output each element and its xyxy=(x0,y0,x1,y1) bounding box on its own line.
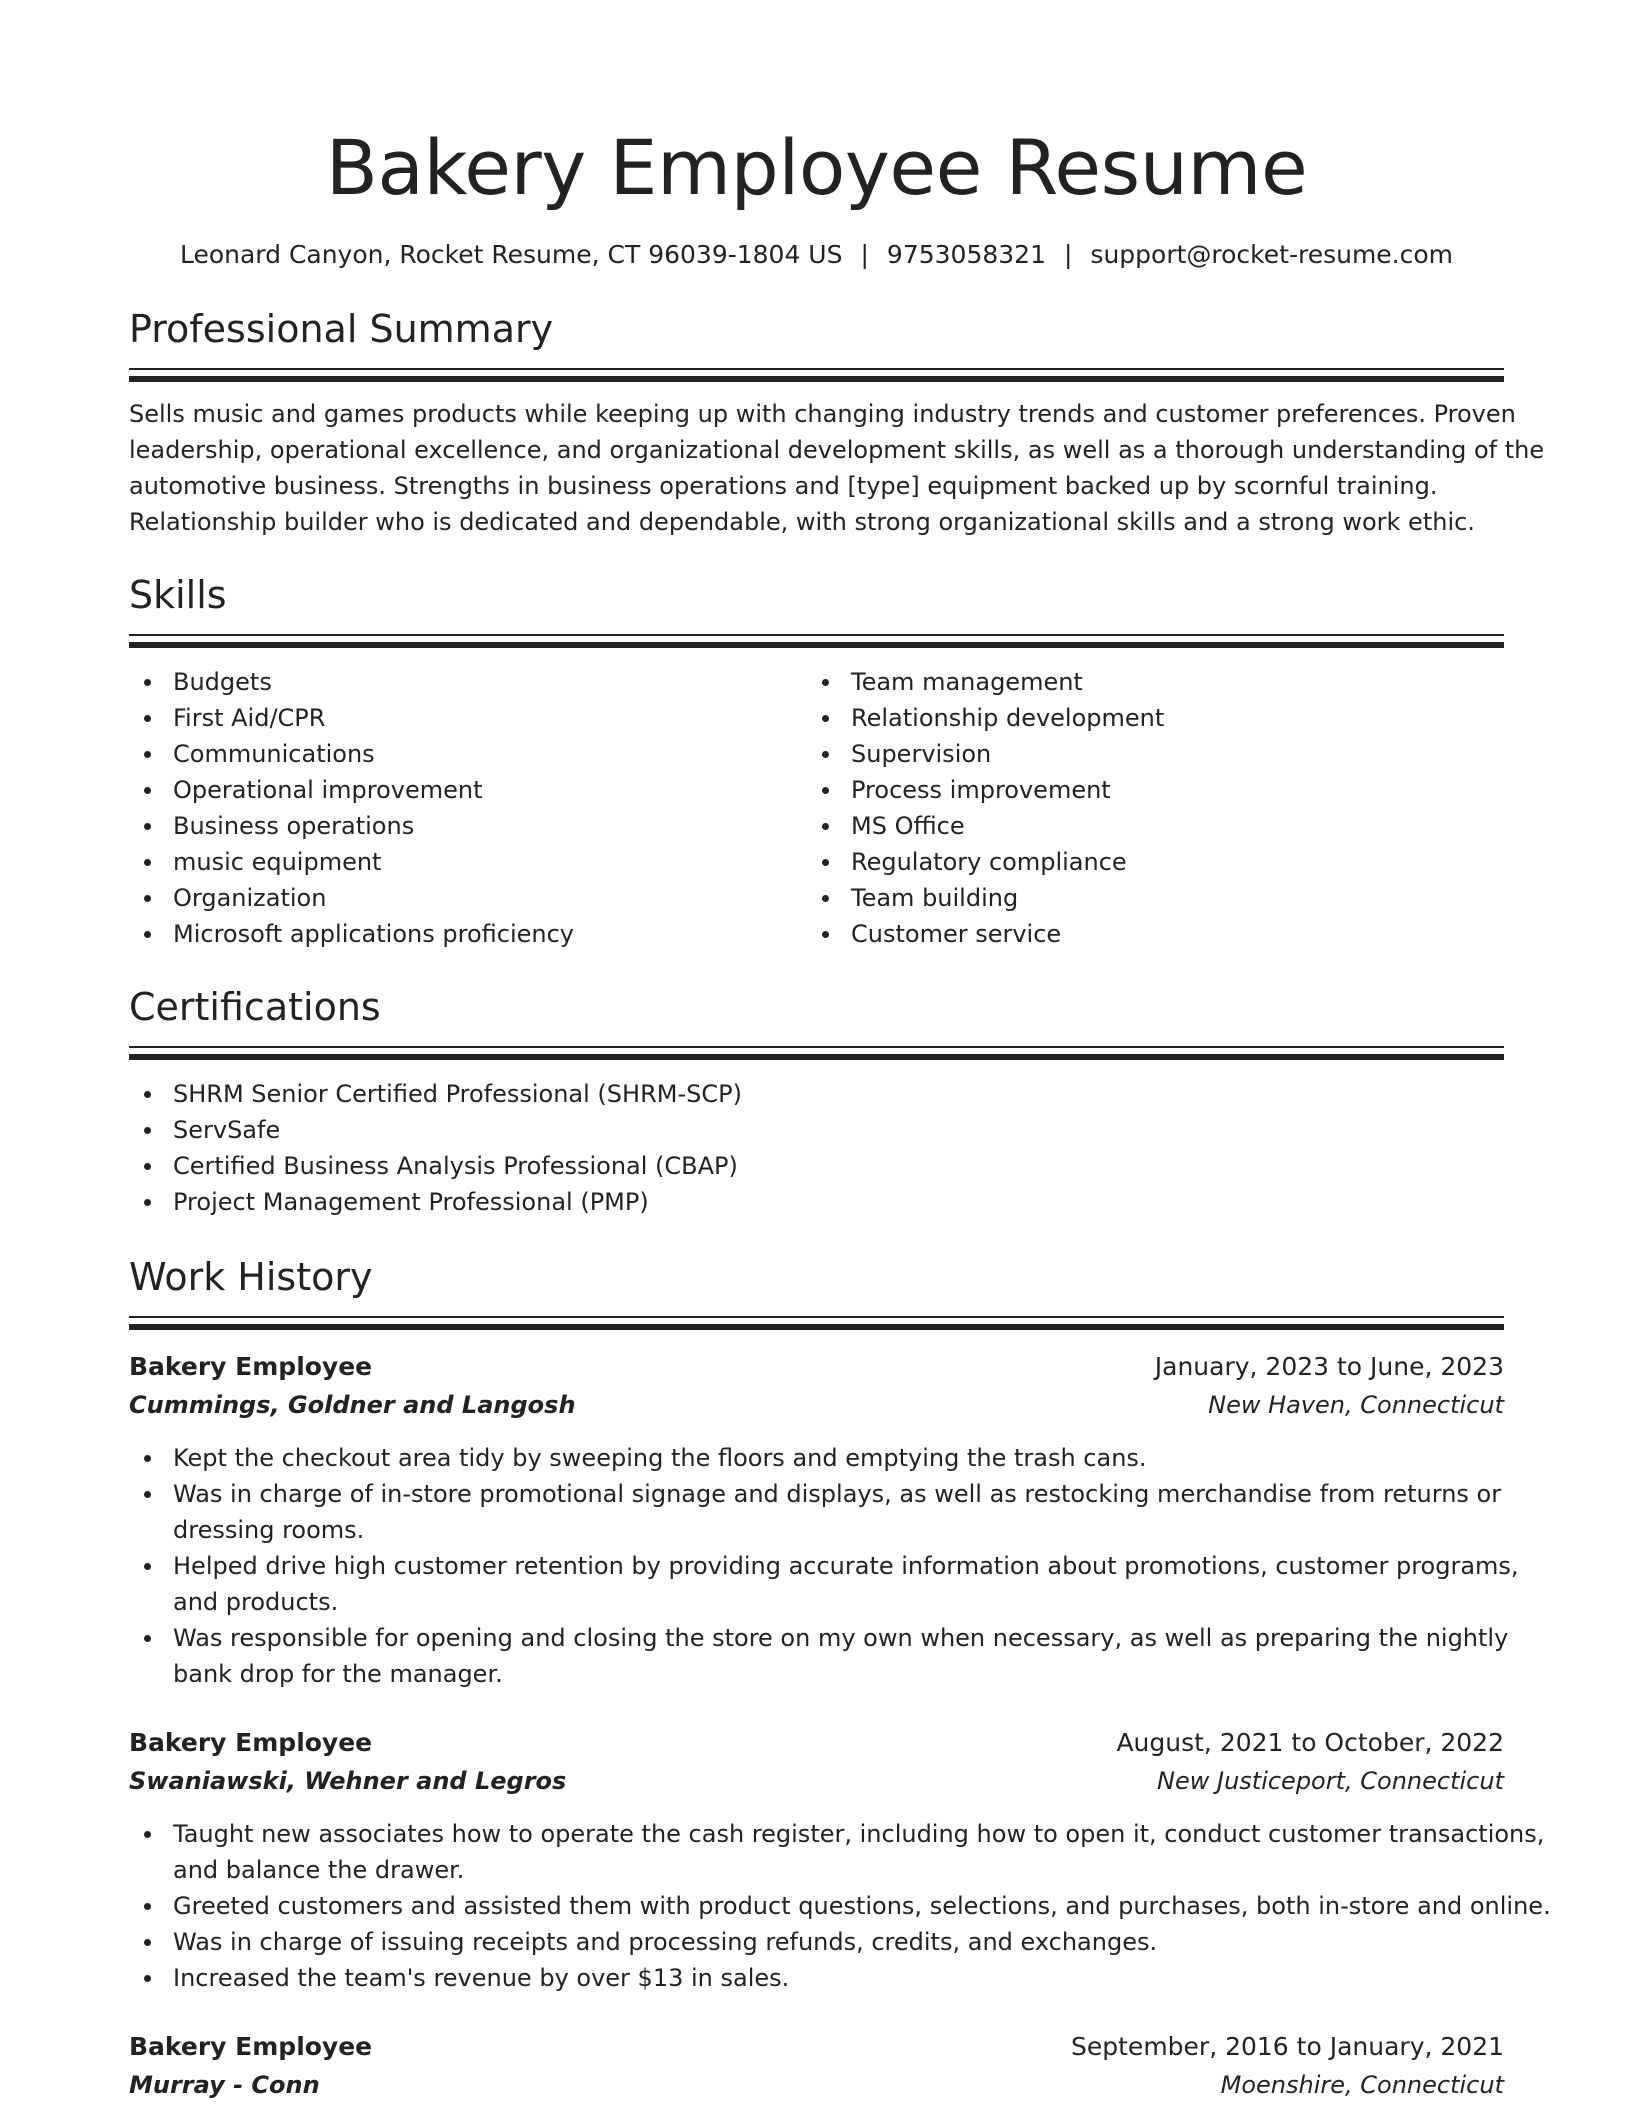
resume-page xyxy=(129,0,1551,2104)
job-duties-list xyxy=(129,1816,1551,1996)
summary-heading: Professional Summary xyxy=(129,307,554,351)
job-duty xyxy=(129,1816,1545,1888)
skill-item: Microsoft applications proficiency xyxy=(129,916,807,952)
summary-line: automotive business. Strengths in business operations and [type] equipment backed up by scornful training. xyxy=(129,472,1438,500)
job-subheader-row xyxy=(129,2066,1504,2104)
job-subheader-row xyxy=(129,1762,1504,1800)
certification-item: ServSafe xyxy=(129,1112,1504,1148)
certification-item: Certified Business Analysis Professional (CBAP) xyxy=(129,1148,1504,1184)
skill-item: Regulatory compliance xyxy=(807,844,1485,880)
job-dates: January, 2023 to June, 2023 xyxy=(1154,1352,1504,1381)
job-company: Cummings, Goldner and Langosh xyxy=(129,1391,576,1419)
job-subheader-row xyxy=(129,1386,1504,1424)
skill-item: Process improvement xyxy=(807,772,1485,808)
skills-heading: Skills xyxy=(129,573,227,617)
job-entry xyxy=(129,2028,1504,2104)
job-header-row xyxy=(129,2028,1504,2066)
job-duty xyxy=(129,1960,1504,1996)
summary-line: Sells music and games products while keeping up with changing industry trends and customer preferences. Proven xyxy=(129,400,1516,428)
job-title: Bakery Employee xyxy=(129,1728,373,1757)
certification-item: SHRM Senior Certified Professional (SHRM-SCP) xyxy=(129,1076,1504,1112)
contact-phone: 9753058321 xyxy=(886,240,1046,269)
job-dates: September, 2016 to January, 2021 xyxy=(1071,2032,1504,2061)
skill-item: Organization xyxy=(129,880,807,916)
section-divider xyxy=(129,1316,1504,1330)
certifications-section xyxy=(129,982,1504,1220)
work-history-section xyxy=(129,1252,1551,2104)
job-entry xyxy=(129,1724,1551,1996)
skill-item: Communications xyxy=(129,736,807,772)
job-entry xyxy=(129,1348,1519,1692)
job-location: Moenshire, Connecticut xyxy=(1220,2071,1504,2099)
contact-separator: | xyxy=(860,240,869,269)
section-divider xyxy=(129,368,1504,382)
skill-item: Relationship development xyxy=(807,700,1485,736)
job-location: New Justiceport, Connecticut xyxy=(1157,1767,1504,1795)
skill-item: Customer service xyxy=(807,916,1485,952)
duty-line: bank drop for the manager. xyxy=(173,1660,503,1688)
duty-line: Was in charge of in-store promotional signage and displays, as well as restocking merchandise from returns or xyxy=(173,1480,1502,1508)
certifications-heading: Certifications xyxy=(129,985,381,1029)
summary-line: leadership, operational excellence, and organizational development skills, as well as a thorough understanding of the xyxy=(129,436,1545,464)
job-title: Bakery Employee xyxy=(129,1352,373,1381)
contact-email: support@rocket-resume.com xyxy=(1090,240,1454,269)
duty-line: Kept the checkout area tidy by sweeping the floors and emptying the trash cans. xyxy=(173,1444,1147,1472)
skill-item: MS Office xyxy=(807,808,1485,844)
contact-separator: | xyxy=(1063,240,1073,269)
duty-line: Helped drive high customer retention by providing accurate information about promotions, customer programs, xyxy=(173,1552,1519,1580)
job-duty xyxy=(129,1548,1519,1620)
work-history-heading: Work History xyxy=(129,1255,373,1299)
skills-left-column xyxy=(129,664,807,952)
contact-line xyxy=(129,238,1504,272)
skills-right-column xyxy=(807,664,1485,952)
section-divider xyxy=(129,1046,1504,1060)
duty-line: and products. xyxy=(173,1588,339,1616)
job-title: Bakery Employee xyxy=(129,2032,373,2061)
skills-section xyxy=(129,570,1504,952)
duty-line: Taught new associates how to operate the cash register, including how to open it, conduct customer transactions, xyxy=(173,1820,1545,1848)
summary-line: Relationship builder who is dedicated and dependable, with strong organizational skills and a strong work ethic. xyxy=(129,508,1475,536)
summary-section xyxy=(129,304,1545,540)
job-header-row xyxy=(129,1724,1504,1762)
job-header-row xyxy=(129,1348,1504,1386)
skill-item: Supervision xyxy=(807,736,1485,772)
job-duties-list xyxy=(129,1440,1519,1692)
skill-item: First Aid/CPR xyxy=(129,700,807,736)
skill-item: Budgets xyxy=(129,664,807,700)
skill-item: Operational improvement xyxy=(129,772,807,808)
duty-line: Greeted customers and assisted them with product questions, selections, and purchases, both in-store and online. xyxy=(173,1892,1551,1920)
skill-item: Business operations xyxy=(129,808,807,844)
job-company: Murray - Conn xyxy=(129,2071,320,2099)
duty-line: Increased the team's revenue by over $13 in sales. xyxy=(173,1964,790,1992)
certifications-list xyxy=(129,1076,1504,1220)
duty-line: Was responsible for opening and closing the store on my own when necessary, as well as preparing the nightly xyxy=(173,1624,1509,1652)
duty-line: dressing rooms. xyxy=(173,1516,365,1544)
job-duty xyxy=(129,1924,1504,1960)
skill-item: music equipment xyxy=(129,844,807,880)
job-duty xyxy=(129,1620,1509,1692)
job-duty xyxy=(129,1476,1504,1548)
summary-text xyxy=(129,396,1545,540)
resume-title: Bakery Employee Resume xyxy=(325,123,1308,212)
job-duty xyxy=(129,1888,1551,1924)
duty-line: Was in charge of issuing receipts and processing refunds, credits, and exchanges. xyxy=(173,1928,1158,1956)
skills-grid xyxy=(129,664,1504,952)
section-divider xyxy=(129,634,1504,648)
skill-item: Team building xyxy=(807,880,1485,916)
job-location: New Haven, Connecticut xyxy=(1208,1391,1504,1419)
job-dates: August, 2021 to October, 2022 xyxy=(1116,1728,1504,1757)
skill-item: Team management xyxy=(807,664,1485,700)
duty-line: and balance the drawer. xyxy=(173,1856,465,1884)
contact-address: Leonard Canyon, Rocket Resume, CT 96039-1804 US xyxy=(179,240,843,269)
job-duty xyxy=(129,1440,1504,1476)
job-company: Swaniawski, Wehner and Legros xyxy=(129,1767,567,1795)
certification-item: Project Management Professional (PMP) xyxy=(129,1184,1504,1220)
